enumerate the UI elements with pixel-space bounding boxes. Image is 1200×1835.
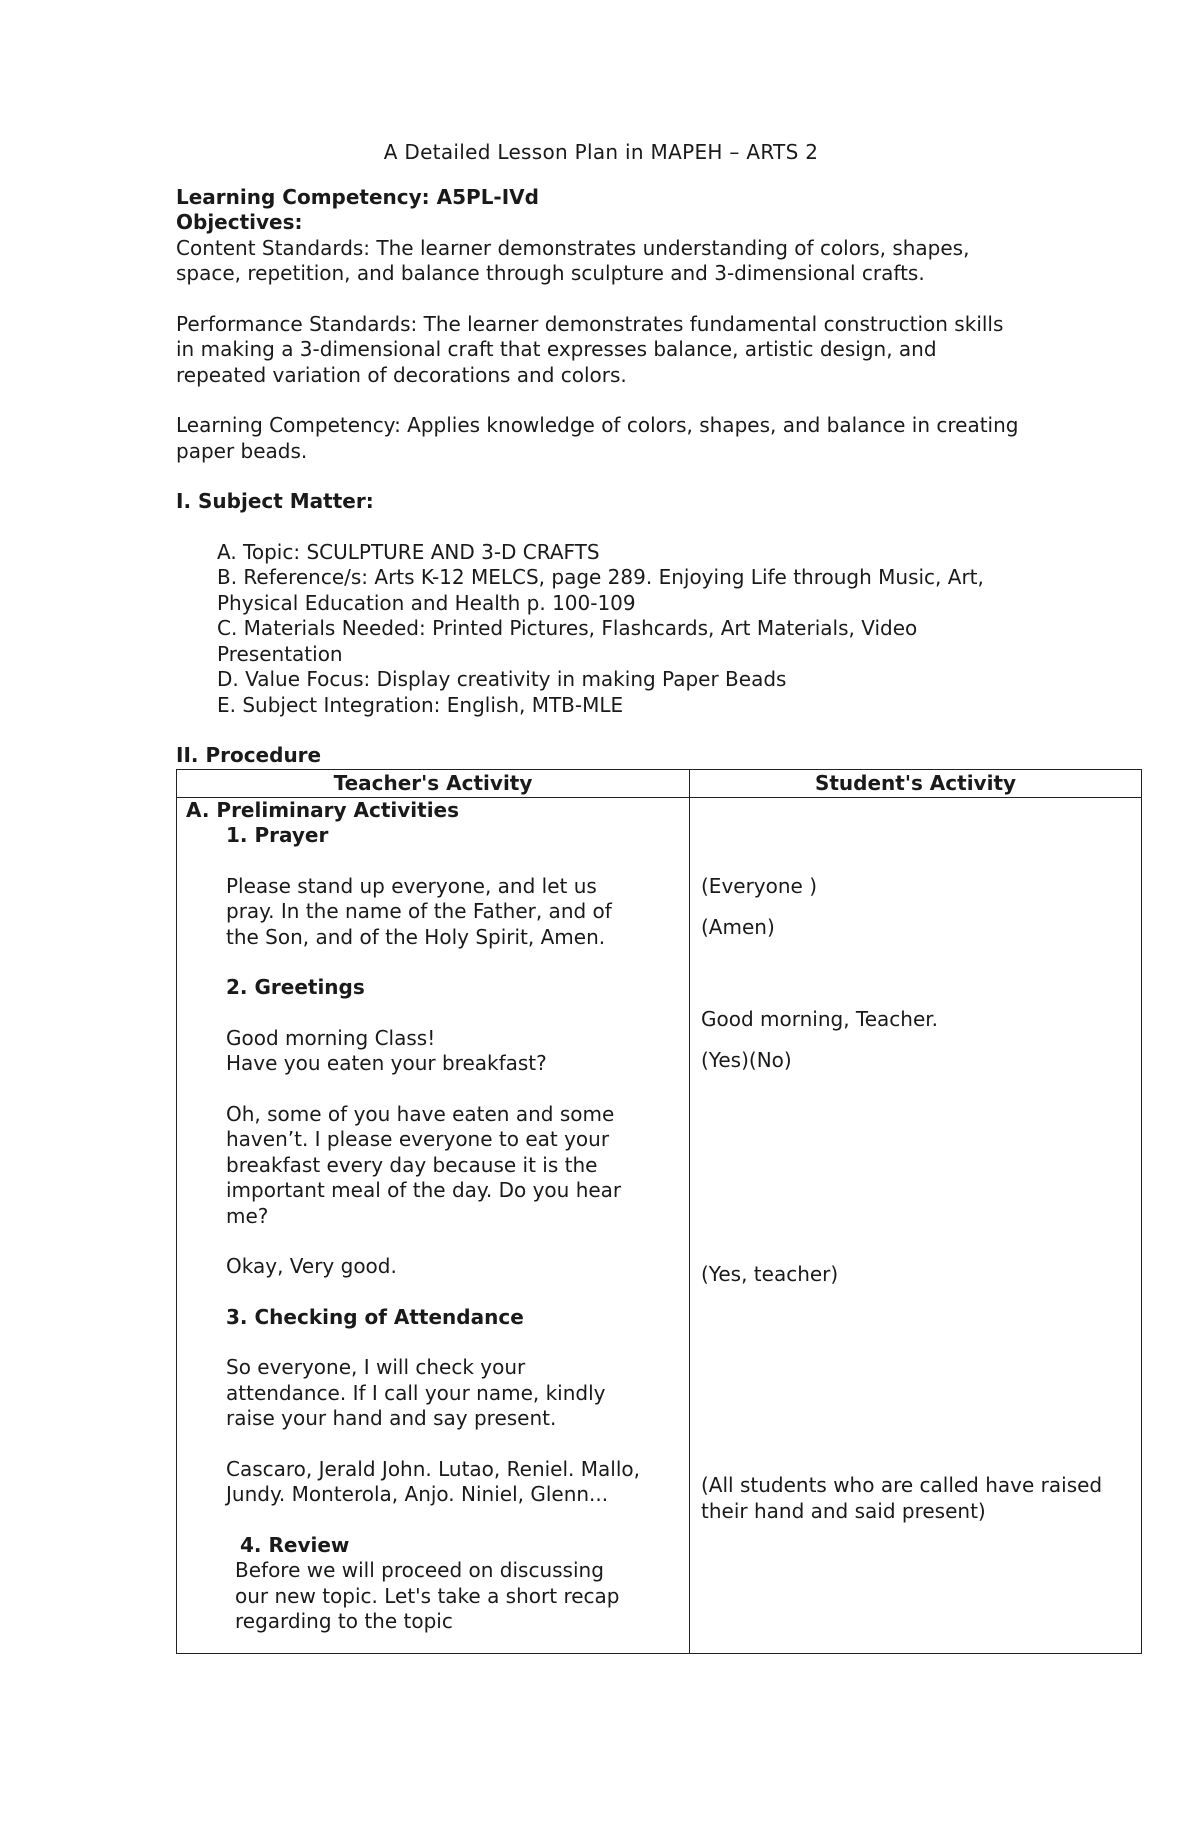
list-item: A. Topic: SCULPTURE AND 3-D CRAFTS: [217, 539, 600, 564]
teacher-activity-cell: [177, 797, 690, 1653]
subject-matter-heading: I. Subject Matter:: [176, 489, 374, 513]
preliminary-heading: A. Preliminary Activities: [186, 797, 460, 822]
greeting-text-2: Oh, some of you have eaten and some haven’t. I please everyone to eat your breakfast every day because it is the important meal of the day. Do you hear me?: [226, 1101, 622, 1228]
table-header-row: [177, 769, 1142, 797]
learning-competency-code: Learning Competency: A5PL-IVd: [176, 184, 539, 209]
procedure-table: [176, 769, 1142, 1654]
list-item: E. Subject Integration: English, MTB-MLE: [217, 692, 624, 717]
prayer-heading: 1. Prayer: [226, 823, 329, 847]
list-item: B. Reference/s: Arts K-12 MELCS, page 289. Enjoying Life through Music, Art, Physical Education and Health p. 100-109: [217, 565, 984, 615]
student-activity-cell: [690, 797, 1142, 1653]
student-present: (All students who are called have raised their hand and said present): [701, 1473, 1103, 1523]
greetings-heading: 2. Greetings: [226, 975, 365, 999]
table-row: [177, 797, 1142, 1653]
student-amen: (Amen): [701, 915, 775, 939]
prayer-text: Please stand up everyone, and let us pray. In the name of the Father, and of the Son, and of the Holy Spirit, Amen.: [226, 873, 612, 949]
learning-competency: Learning Competency: Applies knowledge of colors, shapes, and balance in creating paper beads.: [176, 413, 1019, 463]
objectives-heading: Objectives:: [176, 210, 303, 234]
student-activity-header: Student's Activity: [690, 769, 1142, 797]
student-yes-no: (Yes)(No): [701, 1048, 792, 1072]
greeting-text-3: Okay, Very good.: [226, 1254, 397, 1278]
attendance-text-2: Cascaro, Jerald John. Lutao, Reniel. Mallo, Jundy. Monterola, Anjo. Niniel, Glenn...: [226, 1456, 640, 1506]
content-standards: Content Standards: The learner demonstrates understanding of colors, shapes, space, repetition, and balance through sculpture and 3-dimensional crafts.: [176, 235, 970, 285]
list-item: D. Value Focus: Display creativity in making Paper Beads: [217, 667, 787, 691]
student-good-morning: Good morning, Teacher.: [701, 1006, 939, 1031]
performance-standards: Performance Standards: The learner demonstrates fundamental construction skills in making a 3-dimensional craft that expresses balance, artistic design, and repeated variation of decorations and colors.: [176, 311, 1004, 387]
student-everyone: (Everyone ): [701, 873, 818, 898]
greeting-line-1: Good morning Class!: [226, 1025, 436, 1050]
student-yes-teacher: (Yes, teacher): [701, 1261, 839, 1286]
review-text: Before we will proceed on discussing our new topic. Let's take a short recap regarding to the topic: [235, 1558, 620, 1633]
page-title: A Detailed Lesson Plan in MAPEH – ARTS 2: [383, 140, 819, 164]
attendance-text-1: So everyone, I will check your attendance. If I call your name, kindly raise your hand and say present.: [226, 1355, 606, 1430]
subject-matter-list: [176, 540, 1017, 719]
attendance-heading: 3. Checking of Attendance: [226, 1304, 524, 1329]
greeting-line-2: Have you eaten your breakfast?: [226, 1051, 547, 1075]
lesson-plan-page: [176, 140, 1146, 1654]
procedure-heading: II. Procedure: [176, 743, 322, 767]
review-heading: 4. Review: [240, 1532, 350, 1557]
list-item: C. Materials Needed: Printed Pictures, Flashcards, Art Materials, Video Presentation: [217, 616, 918, 666]
teacher-activity-header: Teacher's Activity: [177, 769, 690, 797]
